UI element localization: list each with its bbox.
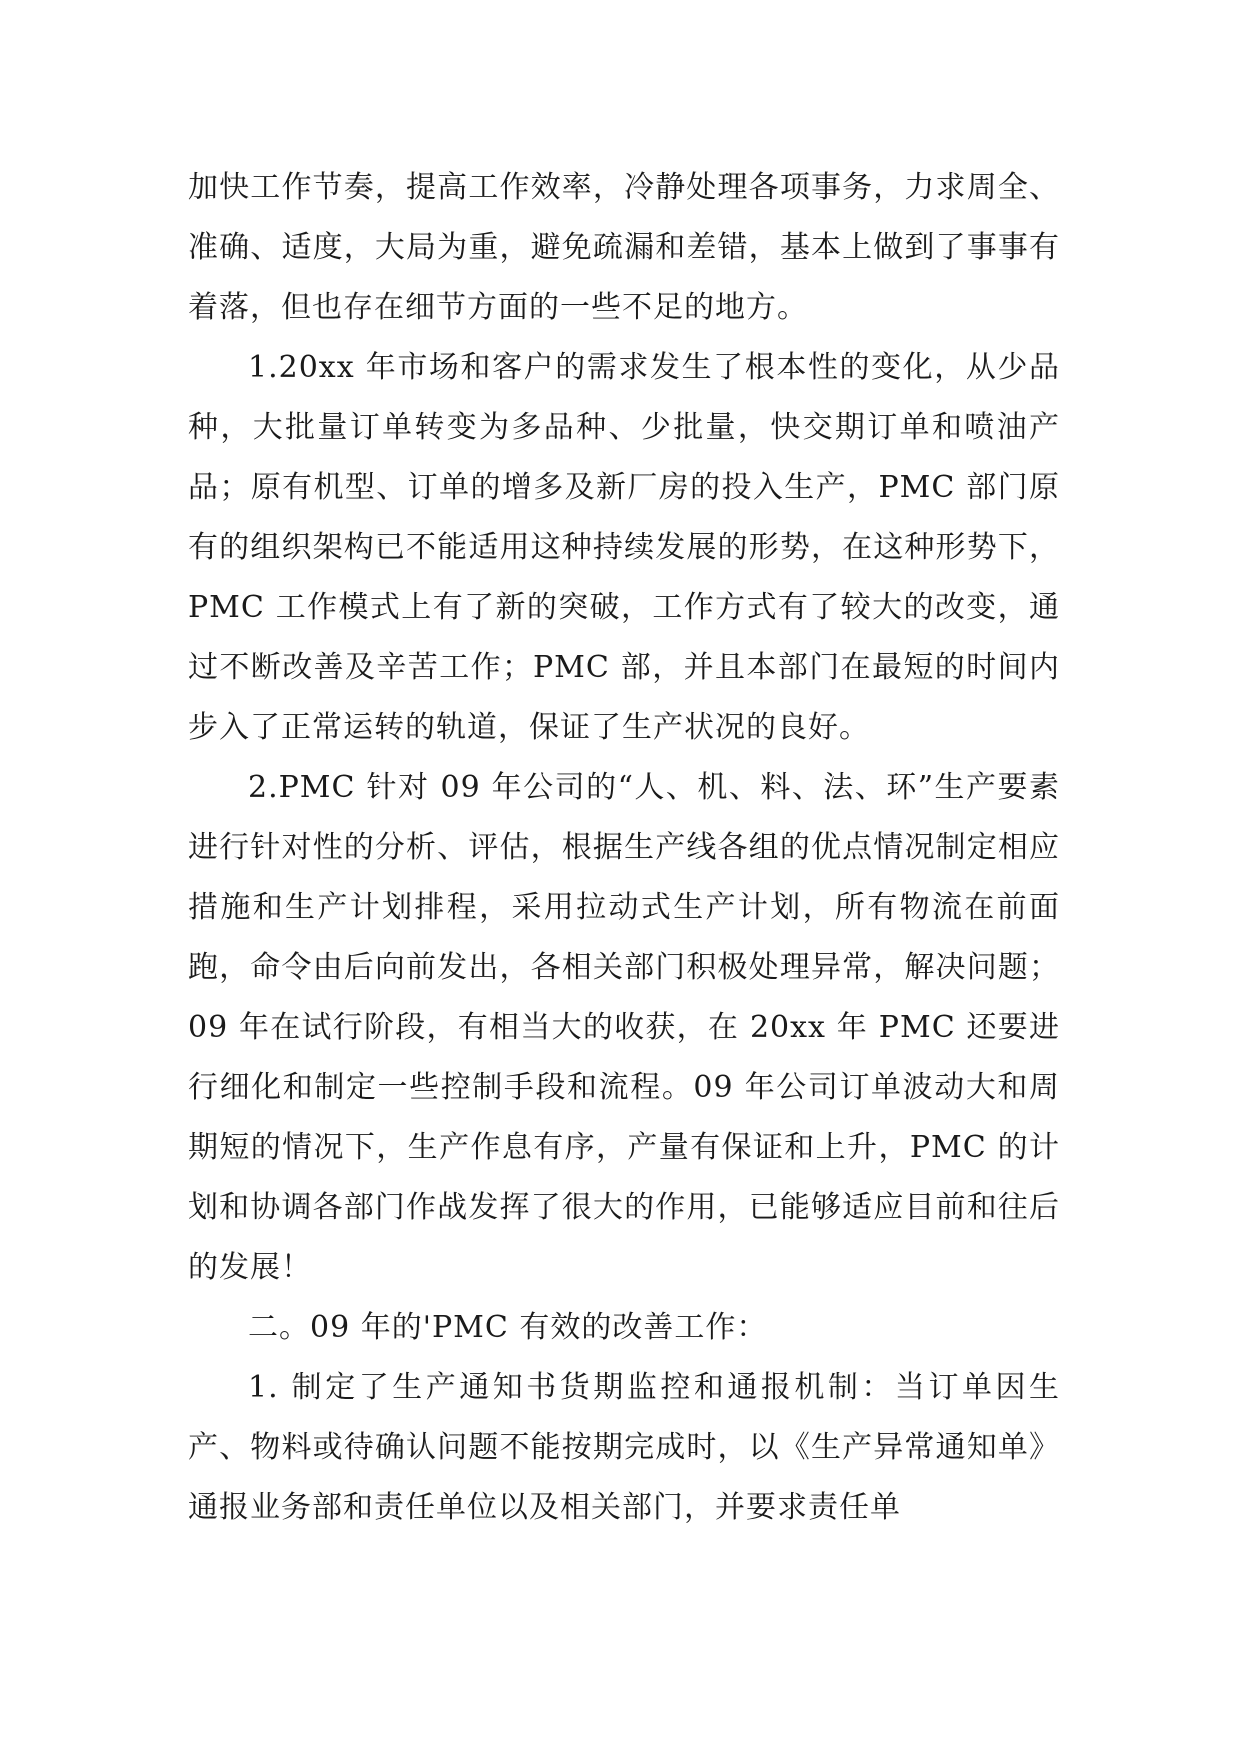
section-heading-2: 二。09 年的'PMC 有效的改善工作：	[248, 1310, 768, 1345]
paragraph-subitem-1: 1. 制定了生产通知书货期监控和通报机制：当订单因生产、物料或待确认问题不能按期完成时，以《生产异常通知单》通报业务部和责任单位以及相关部门，并要求责任单	[188, 1370, 1060, 1525]
document-body	[188, 158, 1060, 1538]
paragraph-item-2: 2.PMC 针对 09 年公司的“人、机、料、法、环”生产要素进行针对性的分析、评估，根据生产线各组的优点情况制定相应措施和生产计划排程，采用拉动式生产计划，所有物流在前面跑，命令由后向前发出，各相关部门积极处理异常，解决问题；09 年在试行阶段，有相当大的收获，在 20xx 年 PMC 还要进行细化和制定一些控制手段和流程。09 年公司订单波动大和周期短的情况下，生产作息有序，产量有保证和上升，PMC 的计划和协调各部门作战发挥了很大的作用，已能够适应目前和往后的发展！	[188, 770, 1060, 1285]
paragraph-continuation: 加快工作节奏，提高工作效率，冷静处理各项事务，力求周全、准确、适度，大局为重，避免疏漏和差错，基本上做到了事事有着落，但也存在细节方面的一些不足的地方。	[188, 170, 1060, 325]
paragraph-item-1: 1.20xx 年市场和客户的需求发生了根本性的变化，从少品种，大批量订单转变为多品种、少批量，快交期订单和喷油产品；原有机型、订单的增多及新厂房的投入生产，PMC 部门原有的组织架构已不能适用这种持续发展的形势，在这种形势下，PMC 工作模式上有了新的突破，工作方式有了较大的改变，通过不断改善及辛苦工作；PMC 部，并且本部门在最短的时间内步入了正常运转的轨道，保证了生产状况的良好。	[188, 350, 1060, 745]
